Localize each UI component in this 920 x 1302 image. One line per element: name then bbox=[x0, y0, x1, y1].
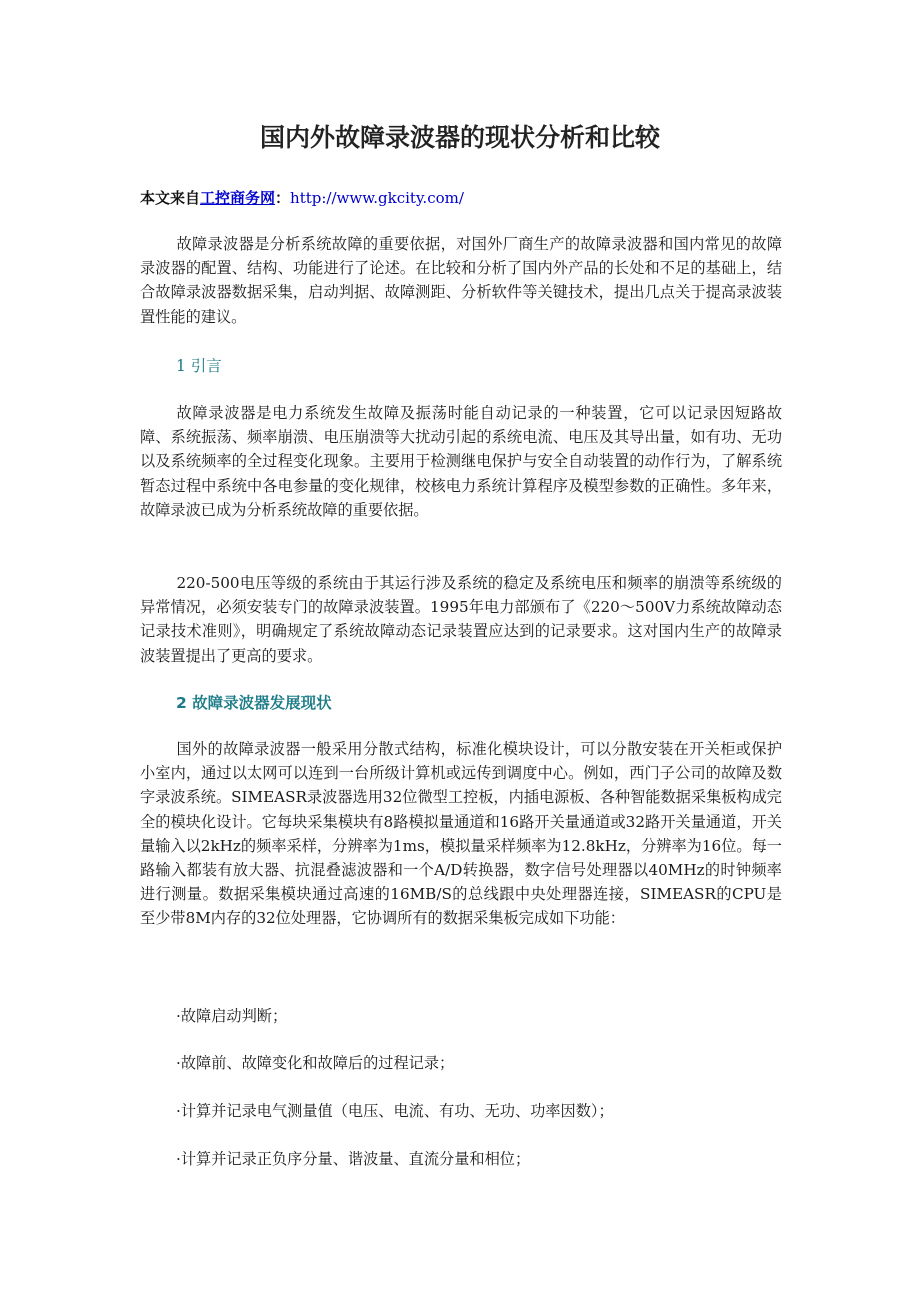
section-2-paragraph-1: 国外的故障录波器一般采用分散式结构，标准化模块设计，可以分散安装在开关柜或保护小室内，通过以太网可以连到一台所级计算机或远传到调度中心。例如，西门子公司的故障及数字录波系统。SIMEASR录波器选用32位微型工控板，内插电源板、各种智能数据采集板构成完全的模块化设计。它每块采集模块有8路模拟量通道和16路开关量通道或32路开关量通道，开关量输入以2kHz的频率采样，分辨率为1ms，模拟量采样频率为12.8kHz，分辨率为16位。每一路输入都装有放大器、抗混叠滤波器和一个A/D转换器，数字信号处理器以40MHz的时钟频率进行测量。数据采集模块通过高速的16MB/S的总线跟中央处理器连接，SIMEASR的CPU是至少带8M内存的32位处理器，它协调所有的数据采集板完成如下功能： bbox=[140, 740, 782, 928]
list-item: ·计算并记录正负序分量、谐波量、直流分量和相位； bbox=[176, 1150, 531, 1168]
source-link[interactable]: 工控商务网 bbox=[200, 189, 276, 207]
section-1-heading: 1 引言 bbox=[176, 357, 222, 375]
page-title: 国内外故障录波器的现状分析和比较 bbox=[259, 123, 660, 152]
source-line bbox=[140, 187, 464, 208]
section-2-heading: 2 故障录波器发展现状 bbox=[176, 694, 332, 712]
abstract-paragraph: 故障录波器是分析系统故障的重要依据，对国外厂商生产的故障录波器和国内常见的故障录波器的配置、结构、功能进行了论述。在比较和分析了国内外产品的长处和不足的基础上，结合故障录波器数据采集，启动判据、故障测距、分析软件等关键技术，提出几点关于提高录波装置性能的建议。 bbox=[140, 235, 782, 326]
section-1-paragraph-2: 220-500电压等级的系统由于其运行涉及系统的稳定及系统电压和频率的崩溃等系统级的异常情况，必须安装专门的故障录波装置。1995年电力部颁布了《220～500V力系统故障动态记录技术准则》，明确规定了系统故障动态记录装置应达到的记录要求。这对国内生产的故障录波装置提出了更高的要求。 bbox=[140, 574, 782, 665]
source-prefix: 本文来自 bbox=[140, 189, 201, 207]
list-item: ·故障前、故障变化和故障后的过程记录； bbox=[176, 1054, 455, 1072]
list-item: ·计算并记录电气测量值（电压、电流、有功、无功、功率因数）； bbox=[176, 1102, 614, 1120]
section-1-paragraph-1: 故障录波器是电力系统发生故障及振荡时能自动记录的一种装置，它可以记录因短路故障、系统振荡、频率崩溃、电压崩溃等大扰动引起的系统电流、电压及其导出量，如有功、无功以及系统频率的全过程变化现象。主要用于检测继电保护与安全自动装置的动作行为，了解系统暂态过程中系统中各电参量的变化规律，校核电力系统计算程序及模型参数的正确性。多年来，故障录波已成为分析系统故障的重要依据。 bbox=[140, 404, 782, 519]
source-url[interactable]: http://www.gkcity.com/ bbox=[290, 189, 464, 207]
list-item: ·故障启动判断； bbox=[176, 1007, 288, 1025]
source-colon: ： bbox=[275, 189, 291, 207]
